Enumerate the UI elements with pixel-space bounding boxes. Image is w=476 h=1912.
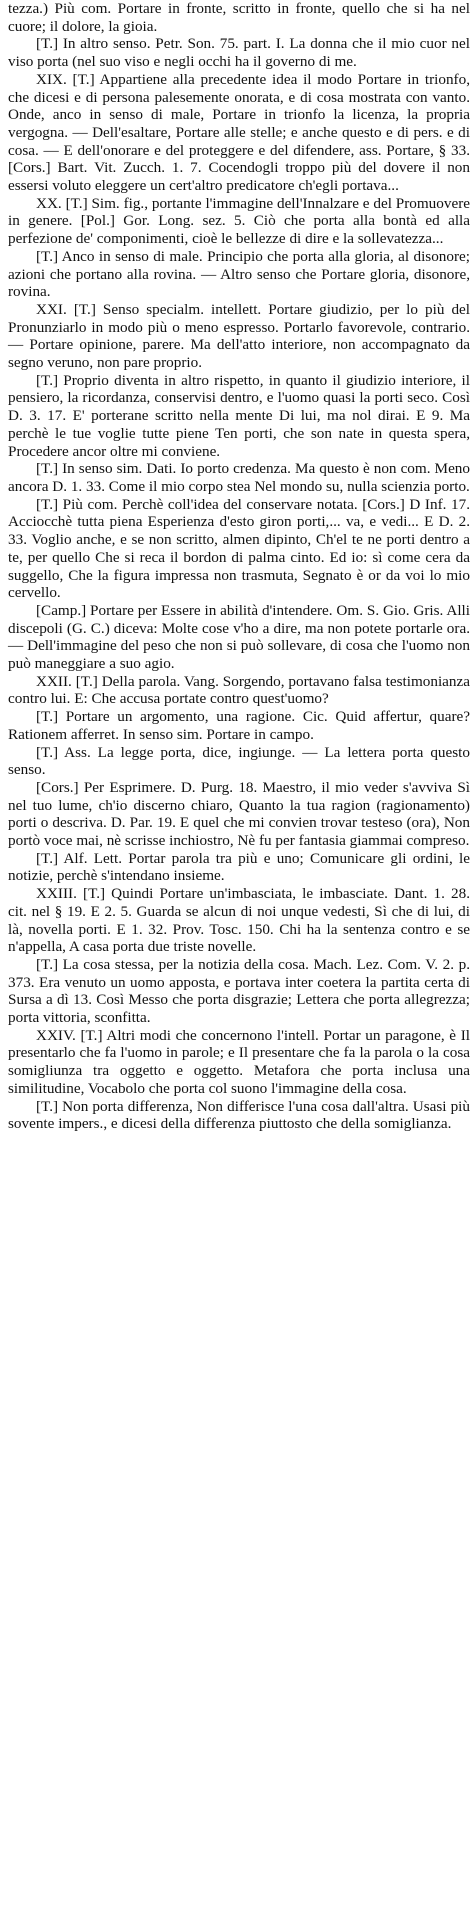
entry-paragraph: [T.] Più com. Perchè coll'idea del conservare notata. [Cors.] D Inf. 17. Acciocchè tutta piena Esperienza d'esto giron porti,... va, e vedi... E D. 2. 33. Voglio anche, e se non scritto, almen dipinto, Ch'el te ne porti dentro a te, per quello Che si reca il bordon di palma cinto. Ed io: sì come cera da suggello, Che la figura impressa non trasmuta, Segnato è or da voi lo mio cervello.: [8, 495, 470, 602]
section-xxiii-paragraph: XXIII. [T.] Quindi Portare un'imbasciata, le imbasciate. Dant. 1. 28. cit. nel § 19. E 2. 5. Guarda se alcun di noi unque vedesti, Sì che di lui, di là, novella porti. E 1. 32. Prov. Tosc. 150. Chi ha la sentenza contro e se n'appella, A casa porta due triste novelle.: [8, 885, 470, 956]
entry-paragraph: [T.] Proprio diventa in altro rispetto, in quanto il giudizio interiore, il pensiero, la ricordanza, conservisi dentro, e l'uomo quasi la porti seco. Così D. 3. 17. E' porterane scritto nella mente Di lui, ma nol dirai. E 9. Ma perchè le tue voglie tutte piene Ten porti, che son nate in questa spera, Procedere ancor oltre mi conviene.: [8, 371, 470, 460]
entry-paragraph: [T.] In senso sim. Dati. Io porto credenza. Ma questo è non com. Meno ancora D. 1. 33. Come il mio corpo stea Nel mondo su, nulla scienzia porto.: [8, 460, 470, 495]
section-xxii-paragraph: XXII. [T.] Della parola. Vang. Sorgendo, portavano falsa testimonianza contro lui. E: Che accusa portate contro quest'uomo?: [8, 672, 470, 708]
entry-paragraph: [T.] Anco in senso di male. Principio che porta alla gloria, al disonore; azioni che portano alla rovina. — Altro senso che Portare gloria, disonore, rovina.: [8, 247, 470, 301]
entry-paragraph: [T.] Non porta differenza, Non differisce l'una cosa dall'altra. Usasi più sovente impers., e dicesi della differenza piuttosto che della somiglianza.: [8, 1097, 470, 1133]
entry-paragraph: [T.] In altro senso. Petr. Son. 75. part. I. La donna che il mio cuor nel viso porta (nel suo viso e negli occhi ha il governo di me.: [8, 35, 470, 71]
section-xxi-paragraph: XXI. [T.] Senso specialm. intellett. Portare giudizio, per lo più del Pronunziarlo in modo più o meno espresso. Portarlo favorevole, contrario. — Portare opinione, parere. Ma dell'atto interiore, non accompagnato da segno veruno, non pare proprio.: [8, 300, 470, 372]
section-xxiv-paragraph: XXIV. [T.] Altri modi che concernono l'intell. Portar un paragone, è Il presentarlo che fa l'uomo in parole; e Il presentare che fa la parola o la cosa somigliunza tra oggetto e oggetto. Metafora che porta inclusa una similitudine, Vocabolo che porta col suono l'immagine della cosa.: [8, 1026, 470, 1097]
entry-paragraph: [T.] Ass. La legge porta, dice, ingiunge. — La lettera porta questo senso.: [8, 743, 470, 779]
section-xx-paragraph: XX. [T.] Sim. fig., portante l'immagine dell'Innalzare e del Promuovere in genere. [Pol.] Gor. Long. sez. 5. Ciò che porta alla bontà ed alla perfezione de' componimenti, cioè le bellezze di dire e la sollevatezza...: [8, 194, 470, 248]
entry-paragraph: tezza.) Più com. Portare in fronte, scritto in fronte, quello che si ha nel cuore; il dolore, la gioia.: [8, 0, 470, 35]
entry-paragraph: [T.] Alf. Lett. Portar parola tra più e uno; Comunicare gli ordini, le notizie, perchè s'intendano insieme.: [8, 849, 470, 885]
section-xix-paragraph: XIX. [T.] Appartiene alla precedente idea il modo Portare in trionfo, che dicesi e di persona palesemente onorata, e di cosa mostrata con vanto. Onde, anco in senso di male, Portare in trionfo la licenza, la propria vergogna. — Dell'esaltare, Portare alle stelle; e anche questo e di pers. e di cosa. — E dell'onorare e del proteggere e del difendere, ass. Portare, § 33. [Cors.] Bart. Vit. Zucch. 1. 7. Cocendogli troppo più del dovere il non essersi voluto eleggere un cert'altro predicatore ch'egli portava...: [8, 70, 470, 195]
entry-paragraph: [T.] La cosa stessa, per la notizia della cosa. Mach. Lez. Com. V. 2. p. 373. Era venuto un uomo apposta, e portava inter coetera la partita certa di Sursa a dì 13. Così Messo che porta disgrazie; Lettera che porta allegrezza; porta vittoria, sconfitta.: [8, 955, 470, 1027]
entry-paragraph: [Camp.] Portare per Essere in abilità d'intendere. Om. S. Gio. Gris. Alli discepoli (G. C.) diceva: Molte cose v'ho a dire, ma non potete portarle ora. — Dell'immagine del peso che non si può sollevare, di cosa che l'uomo non può maneggiare a suo agio.: [8, 601, 470, 673]
entry-paragraph: [Cors.] Per Esprimere. D. Purg. 18. Maestro, il mio veder s'avviva Sì nel tuo lume, ch'io discerno chiaro, Quanto la tua ragion (ragionamento) porti o descriva. D. Par. 19. E quel che mi convien trovar testeso (ora), Non portò voce mai, nè scrisse inchiostro, Nè fu per fantasia giammai compreso.: [8, 778, 470, 850]
entry-paragraph: [T.] Portare un argomento, una ragione. Cic. Quid affertur, quare? Rationem afferret. In senso sim. Portare in campo.: [8, 708, 470, 743]
